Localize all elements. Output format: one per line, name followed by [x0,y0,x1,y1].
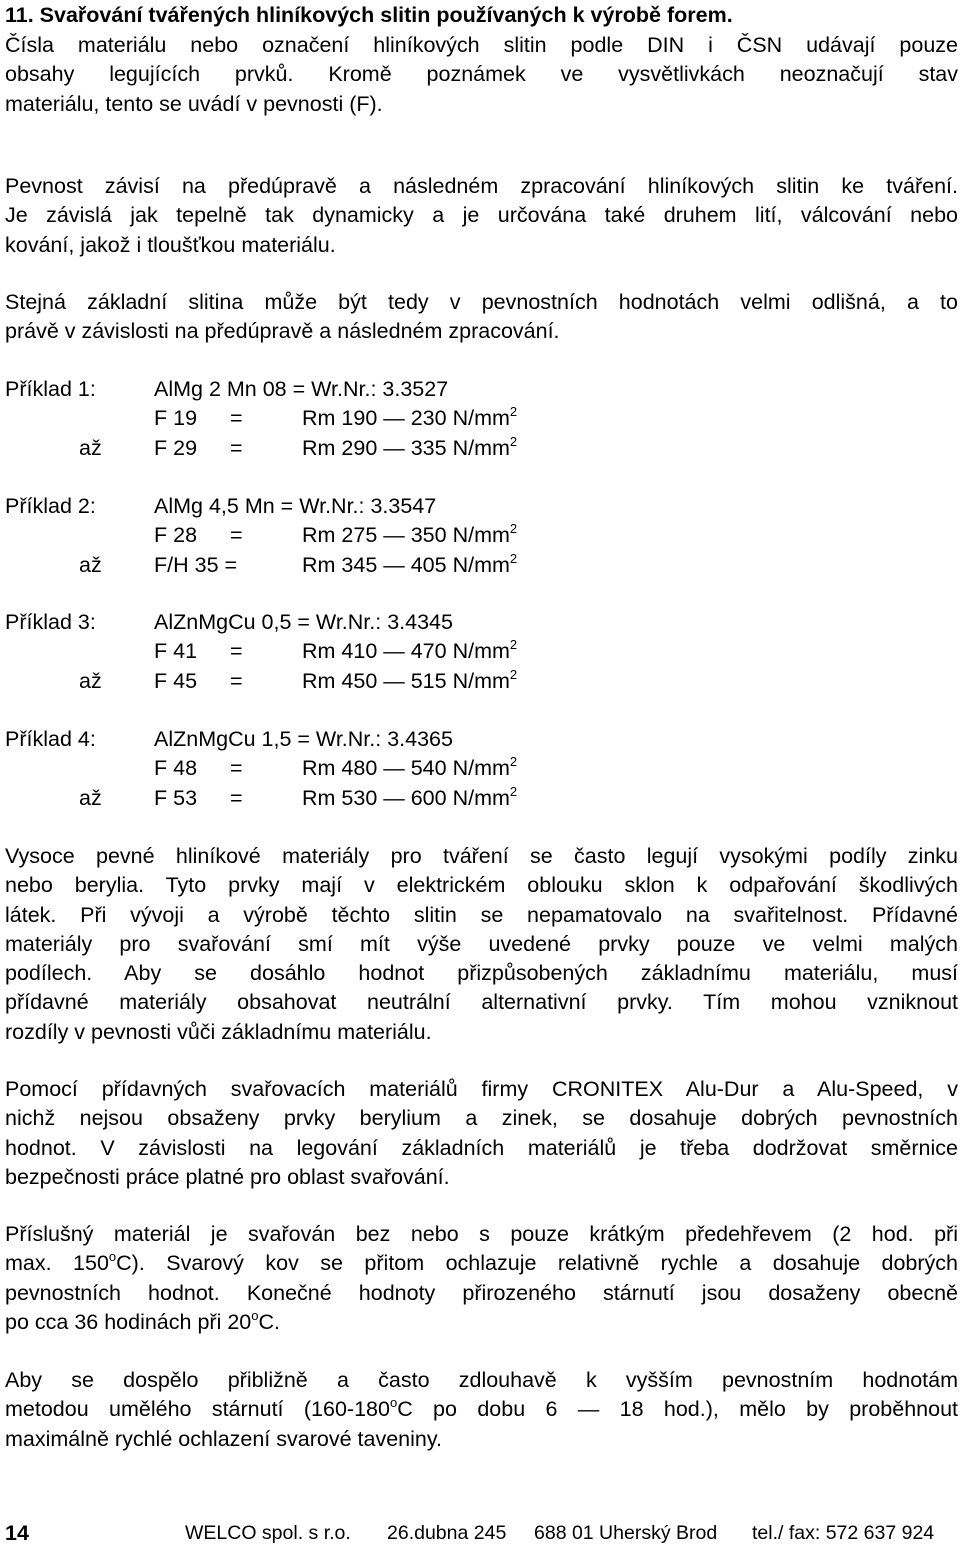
footer-street: 26.dubna 245 [387,1522,507,1544]
example-label: Příklad 4: [5,727,96,751]
text-line: podílech. Aby se dosáhlo hodnot přizpůsobených základnímu materiálu, musí [5,961,958,986]
superscript: 2 [509,550,518,566]
text-line: přídavné materiály obsahovat neutrální alternativní prvky. Tím mohou vzniknout [5,990,958,1015]
text-line: nichž nejsou obsaženy prvky berylium a zinek, se dosahuje dobrých pevnostních [5,1106,958,1131]
text-line: právě v závislosti na předúpravě a následném zpracování. [5,319,560,344]
text-line: látek. Při vývoji a výrobě těchto slitin se nepamatovalo na svařitelnost. Přídavné [5,902,958,927]
example-1 [5,375,960,463]
page-footer [5,1517,960,1549]
strength-range [302,637,517,666]
equals-sign: = [230,756,243,781]
equals-sign: = [230,435,243,460]
strength-text: Rm 410 — 470 N/mm [302,639,510,664]
strength-text: Rm 290 — 335 N/mm [302,435,510,460]
strength-text: Rm 275 — 350 N/mm [302,523,510,548]
text-line: kování, jakož i tloušťkou materiálu. [5,232,336,257]
temper-value: F 28 [154,523,198,548]
section-heading: 11. Svařování tvářených hliníkových slitin používaných k výrobě forem. [5,3,733,27]
text-line: Stejná základní slitina může být tedy v pevnostních hodnotách velmi odlišná, a to [5,290,958,314]
superscript: 2 [509,783,518,799]
superscript: 2 [509,754,518,770]
text-line: Pomocí přídavných svařovacích materiálů firmy CRONITEX Alu-Dur a Alu-Speed, v [5,1077,958,1101]
text-line: nebo berylia. Tyto prvky mají v elektrickém oblouku sklon k odpařování škodlivých [5,873,958,898]
strength-range [302,404,517,433]
page-number: 14 [5,1521,29,1545]
example-3 [5,608,960,696]
degree-superscript: o [108,1249,117,1265]
example-4 [5,725,960,813]
equals-sign: = [230,668,243,693]
text-part: max. 150 [5,1251,109,1276]
paragraph-2 [5,172,958,260]
text-line [5,1395,958,1424]
text-part: C. [258,1309,280,1334]
temper-value: F 53 [154,785,198,810]
strength-text: Rm 530 — 600 N/mm [302,785,510,810]
text-line: materiálu, tento se uvádí v pevnosti (F). [5,91,383,116]
text-line: hodnot. V závislosti na legování základních materiálů je třeba dodržovat směrnice [5,1135,958,1160]
paragraph-7 [5,1366,958,1454]
footer-phone: tel./ fax: 572 637 924 [752,1522,935,1544]
text-line [5,1308,958,1337]
example-2 [5,492,960,580]
equals-sign: = [230,639,243,664]
strength-text: Rm 480 — 540 N/mm [302,756,510,781]
paragraph-1 [5,31,958,119]
example-label: Příklad 3: [5,610,96,634]
text-part: C po dobu 6 — 18 hod.), mělo by proběhnout [397,1397,959,1422]
paragraph-3 [5,288,958,347]
alloy-designation: AlMg 2 Mn 08 = Wr.Nr.: 3.3527 [154,377,449,401]
strength-range [302,434,517,463]
paragraph-4 [5,842,958,1047]
text-line [5,1249,958,1278]
text-line: rozdíly v pevnosti vůči základnímu materiálu. [5,1019,432,1044]
equals-sign: = [230,406,243,431]
text-line: maximálně rychlé ochlazení svarové taveniny. [5,1426,442,1451]
degree-superscript: o [389,1395,398,1411]
equals-sign: = [230,785,243,810]
temper-value: F 41 [154,639,198,664]
range-prefix: až [79,668,102,693]
text-part: metodou umělého stárnutí (160-180 [5,1397,390,1422]
text-part: po cca 36 hodinách při 20 [5,1309,252,1334]
text-line: Čísla materiálu nebo označení hliníkových slitin podle DIN i ČSN udávají pouze [5,33,958,57]
text-line: pevnostních hodnot. Konečné hodnoty přirozeného stárnutí jsou dosaženy obecně [5,1280,958,1305]
text-line: Aby se dospělo přibližně a často zdlouhavě k vyšším pevnostním hodnotám [5,1368,958,1392]
temper-value: F 45 [154,668,198,693]
text-line: Příslušný materiál je svařován bez nebo s pouze krátkým předehřevem (2 hod. při [5,1222,958,1246]
alloy-designation: AlMg 4,5 Mn = Wr.Nr.: 3.3547 [154,494,437,518]
example-label: Příklad 1: [5,377,96,401]
strength-text: Rm 345 — 405 N/mm [302,552,510,577]
strength-range [302,784,517,813]
temper-value: F 29 [154,435,198,460]
degree-superscript: o [251,1307,259,1323]
superscript: 2 [509,637,518,653]
paragraph-5 [5,1075,958,1192]
superscript: 2 [509,433,518,449]
text-line: bezpečnosti práce platné pro oblast svařování. [5,1164,450,1189]
alloy-designation: AlZnMgCu 1,5 = Wr.Nr.: 3.4365 [154,727,453,751]
text-line: materiály pro svařování smí mít výše uvedené prvky pouze ve velmi malých [5,931,958,956]
strength-range [302,667,517,696]
paragraph-6 [5,1220,958,1337]
range-prefix: až [79,435,102,460]
text-part: C). Svarový kov se přitom ochlazuje relativně rychle a dosahuje dobrých [116,1251,959,1276]
strength-range [302,521,517,550]
superscript: 2 [509,404,518,420]
footer-city: 688 01 Uherský Brod [534,1522,718,1544]
equals-sign: = [230,523,243,548]
footer-company: WELCO spol. s r.o. [185,1522,351,1544]
superscript: 2 [509,521,518,537]
temper-value: F 48 [154,756,198,781]
text-line: Pevnost závisí na předúpravě a následném zpracování hliníkových slitin ke tváření. [5,174,958,198]
text-line: Vysoce pevné hliníkové materiály pro tváření se často legují vysokými podíly zinku [5,844,958,868]
text-line: Je závislá jak tepelně tak dynamicky a je určována také druhem lití, válcování nebo [5,203,958,228]
text-line: obsahy legujících prvků. Kromě poznámek ve vysvětlivkách neoznačují stav [5,62,958,87]
strength-range [302,754,517,783]
strength-text: Rm 190 — 230 N/mm [302,406,510,431]
example-label: Příklad 2: [5,494,96,518]
alloy-designation: AlZnMgCu 0,5 = Wr.Nr.: 3.4345 [154,610,453,634]
strength-range [302,551,517,580]
temper-value: F/H 35 = [154,552,238,577]
superscript: 2 [509,666,518,682]
range-prefix: až [79,552,102,577]
strength-text: Rm 450 — 515 N/mm [302,668,510,693]
temper-value: F 19 [154,406,198,431]
range-prefix: až [79,785,102,810]
